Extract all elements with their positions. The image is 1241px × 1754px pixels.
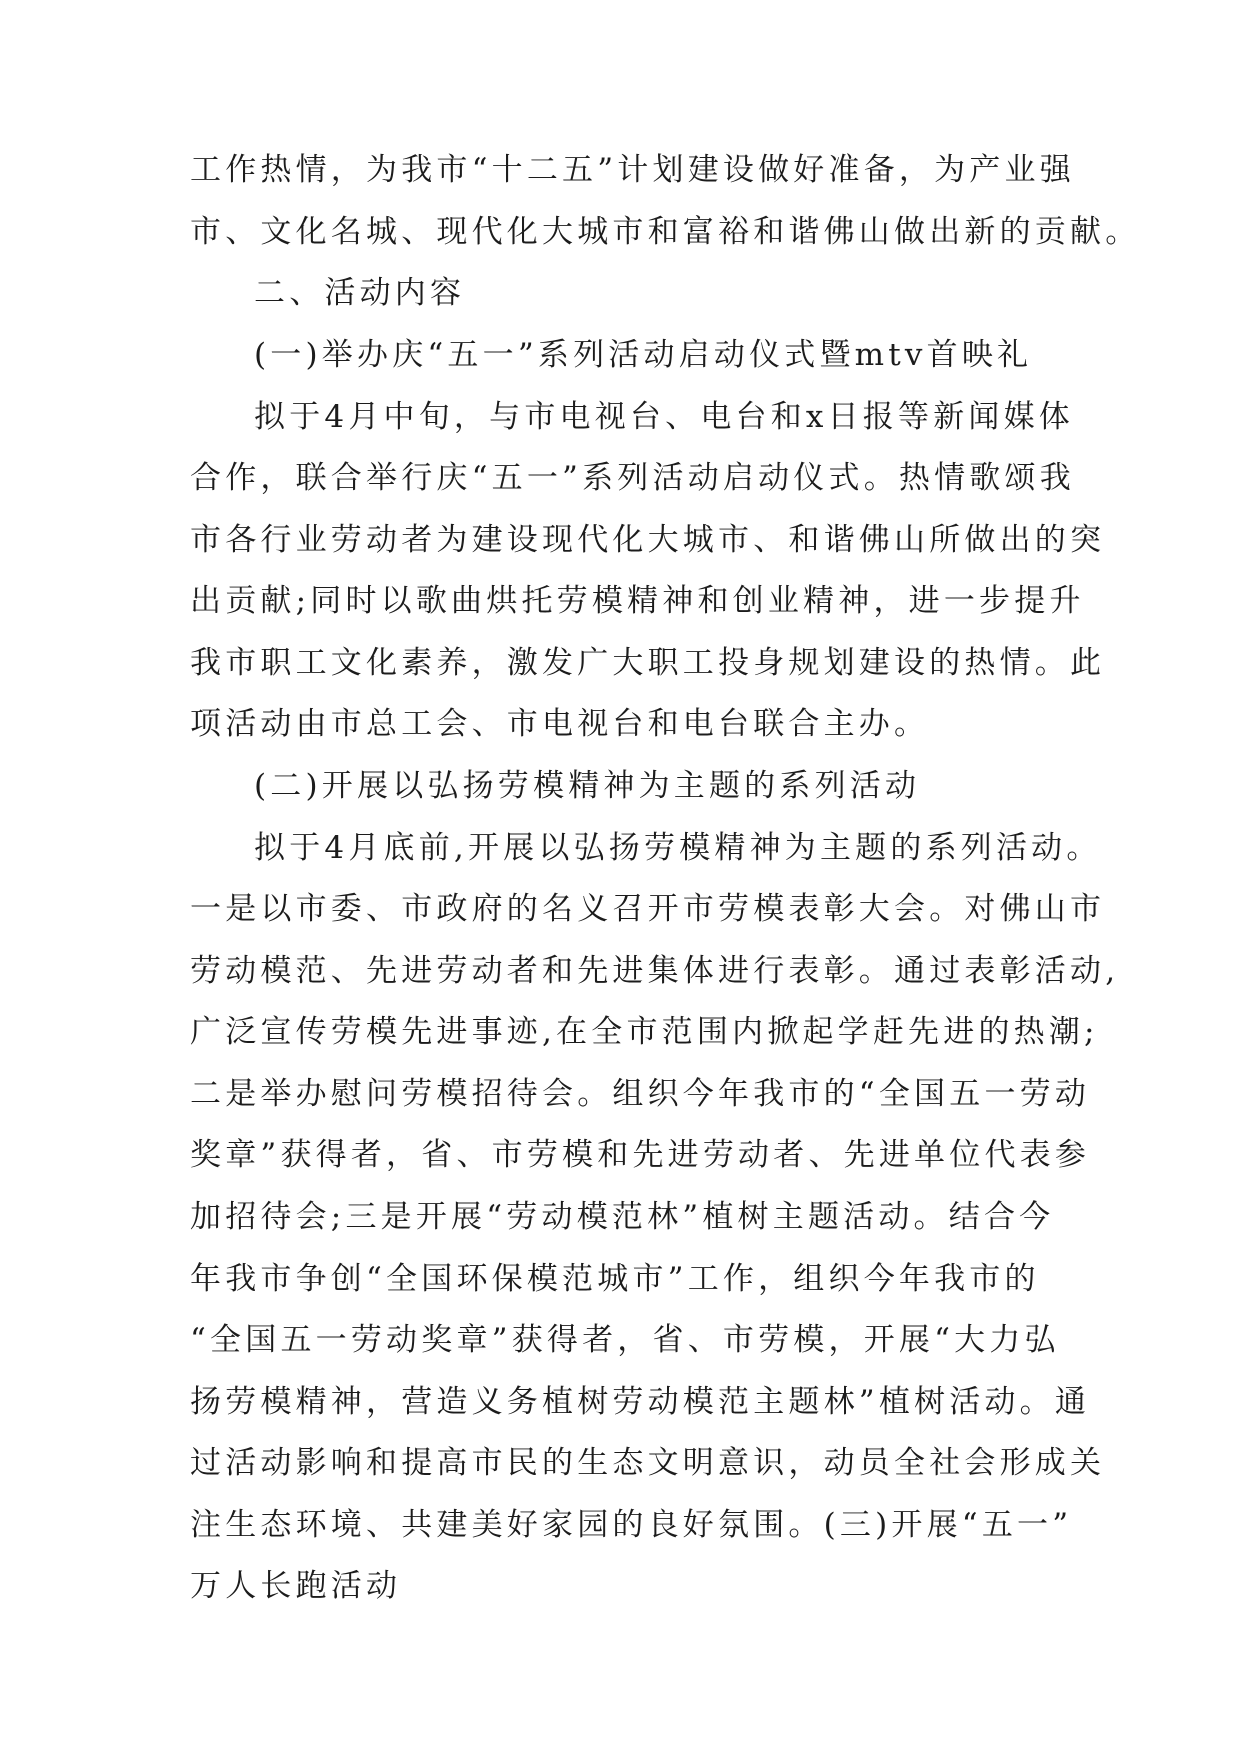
text-line: 一是以市委、市政府的名义召开市劳模表彰大会。对佛山市 — [190, 891, 1106, 927]
text-line: 项活动由市总工会、市电视台和电台联合主办。 — [190, 706, 930, 742]
text-line: 注生态环境、共建美好家园的良好氛围。(三)开展“五一” — [190, 1507, 1073, 1543]
text-line: 合作，联合举行庆“五一”系列活动启动仪式。热情歌颂我 — [190, 460, 1075, 496]
text-line: 年我市争创“全国环保模范城市”工作，组织今年我市的 — [190, 1261, 1040, 1297]
text-line: 市各行业劳动者为建设现代化大城市、和谐佛山所做出的突 — [190, 522, 1106, 558]
text-line: 我市职工文化素养，激发广大职工投身规划建设的热情。此 — [190, 645, 1106, 681]
text-line: 工作热情，为我市“十二五”计划建设做好准备，为产业强 — [190, 152, 1075, 188]
text-line: 劳动模范、先进劳动者和先进集体进行表彰。通过表彰活动, — [190, 953, 1120, 989]
text-line: “全国五一劳动奖章”获得者，省、市劳模，开展“大力弘 — [190, 1322, 1060, 1358]
text-line: 出贡献;同时以歌曲烘托劳模精神和创业精神，进一步提升 — [190, 583, 1085, 619]
text-line: 市、文化名城、现代化大城市和富裕和谐佛山做出新的贡献。 — [190, 214, 1141, 250]
section-heading: 二、活动内容 — [254, 275, 466, 311]
text-line: 拟于4月中旬，与市电视台、电台和x日报等新闻媒体 — [254, 399, 1075, 435]
subsection-heading: (二)开展以弘扬劳模精神为主题的系列活动 — [254, 768, 921, 804]
text-line: 奖章”获得者，省、市劳模和先进劳动者、先进单位代表参 — [190, 1137, 1091, 1173]
text-line: 扬劳模精神，营造义务植树劳动模范主题林”植树活动。通 — [190, 1384, 1091, 1420]
text-line: 广泛宣传劳模先进事迹,在全市范围内掀起学赶先进的热潮; — [190, 1014, 1099, 1050]
subsection-heading: (一)举办庆“五一”系列活动启动仪式暨mtv首映礼 — [254, 337, 1033, 373]
text-line: 加招待会;三是开展“劳动模范林”植树主题活动。结合今 — [190, 1199, 1055, 1235]
text-line: 二是举办慰问劳模招待会。组织今年我市的“全国五一劳动 — [190, 1076, 1091, 1112]
text-line: 过活动影响和提高市民的生态文明意识，动员全社会形成关 — [190, 1445, 1106, 1481]
text-line: 万人长跑活动 — [190, 1568, 402, 1604]
text-line: 拟于4月底前,开展以弘扬劳模精神为主题的系列活动。 — [254, 830, 1102, 866]
